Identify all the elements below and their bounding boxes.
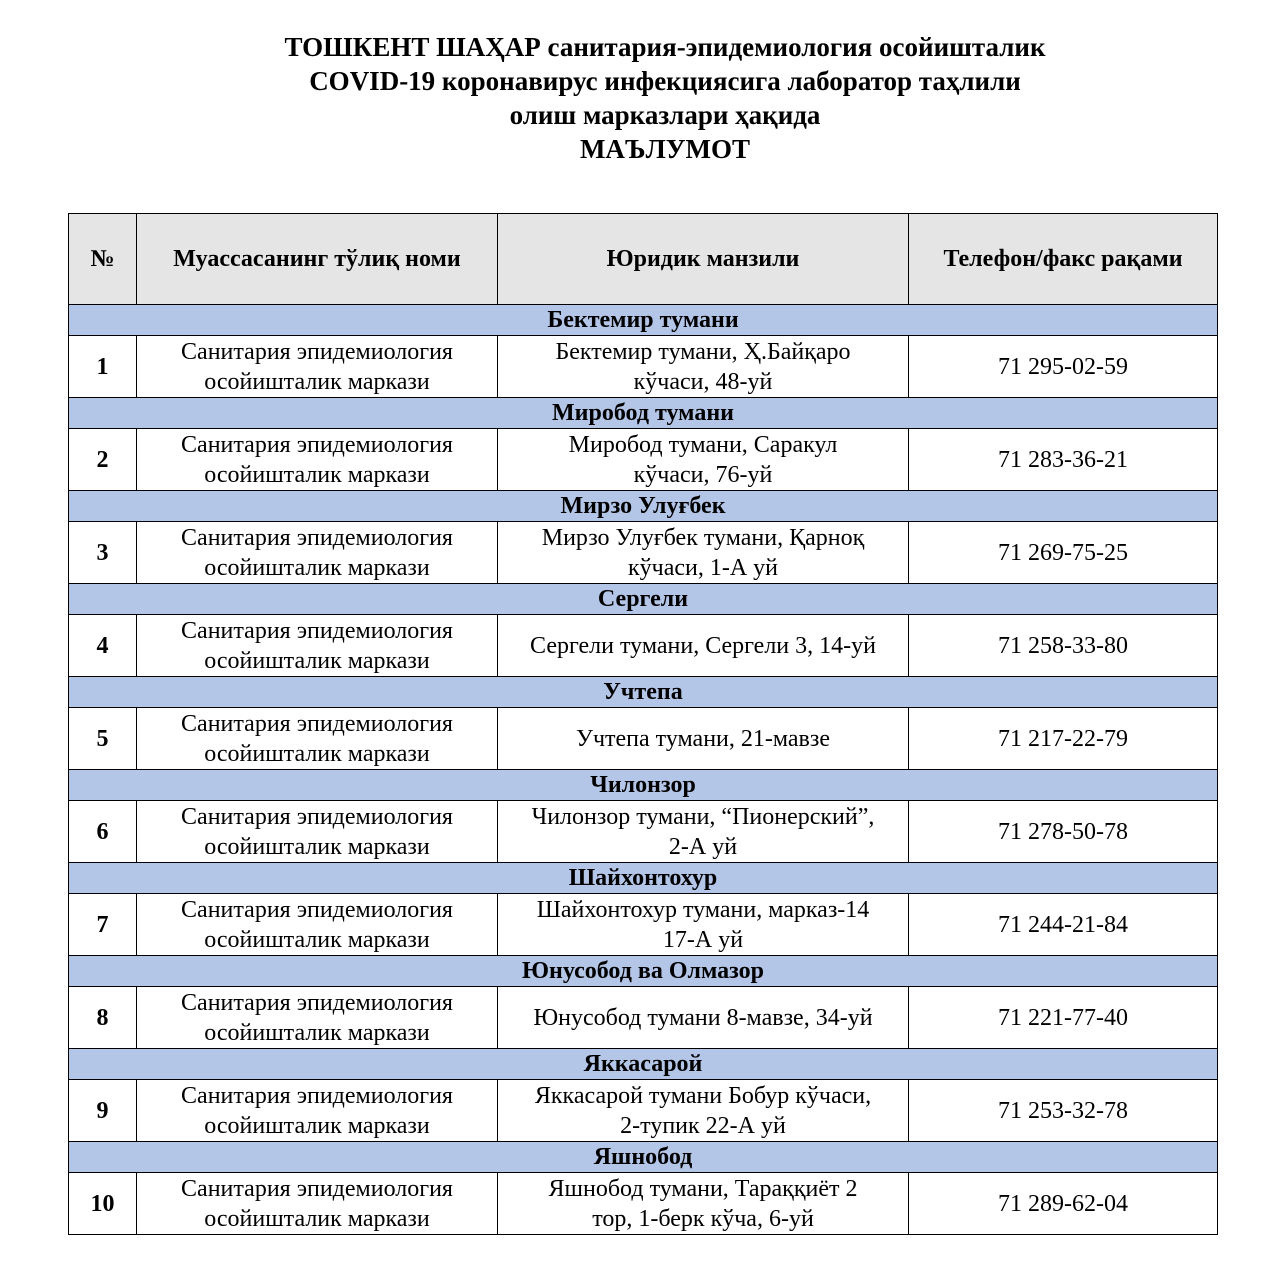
labs-table — [68, 213, 1218, 1235]
district-row — [69, 677, 1218, 708]
table-row — [69, 1173, 1218, 1235]
address-line-1: Мирзо Улуғбек тумани, Қарноқ — [541, 524, 865, 551]
institution-name-cell — [137, 522, 498, 584]
row-number: 7 — [69, 894, 137, 956]
row-number: 4 — [69, 615, 137, 677]
address-line-1: Учтепа тумани, 21-мавзе — [575, 725, 831, 752]
address-cell — [498, 522, 909, 584]
table-header-row — [69, 214, 1218, 305]
phone-cell: 71 269-75-25 — [909, 522, 1218, 584]
table-row — [69, 894, 1218, 956]
row-number: 10 — [69, 1173, 137, 1235]
address-line-1: Миробод тумани, Саракул — [568, 431, 838, 458]
institution-name-line-2: осойишталик маркази — [204, 1019, 430, 1046]
table-row — [69, 522, 1218, 584]
institution-name-cell — [137, 1080, 498, 1142]
title-line-3: олиш марказлари ҳақида — [509, 100, 821, 130]
address-line-1: Шайхонтохур тумани, марказ-14 — [536, 896, 870, 923]
institution-name-line-1: Санитария эпидемиология — [181, 1082, 453, 1109]
address-cell — [498, 615, 909, 677]
address-line-2: кўчаси, 76-уй — [633, 461, 773, 488]
district-name: Юнусобод ва Олмазор — [69, 956, 1218, 987]
phone-cell: 71 253-32-78 — [909, 1080, 1218, 1142]
title-line-2: COVID-19 коронавирус инфекциясига лаборатор таҳлили — [309, 66, 1021, 96]
phone-cell: 71 217-22-79 — [909, 708, 1218, 770]
district-row — [69, 956, 1218, 987]
district-row — [69, 863, 1218, 894]
district-row — [69, 584, 1218, 615]
row-number: 9 — [69, 1080, 137, 1142]
district-name: Учтепа — [69, 677, 1218, 708]
institution-name-line-1: Санитария эпидемиология — [181, 431, 453, 458]
header-name: Муассасанинг тўлиқ номи — [137, 214, 498, 305]
institution-name-cell — [137, 615, 498, 677]
address-line-2: кўчаси, 48-уй — [633, 368, 773, 395]
institution-name-cell — [137, 987, 498, 1049]
address-line-1: Сергели тумани, Сергели 3, 14-уй — [530, 632, 876, 659]
district-name: Миробод тумани — [69, 398, 1218, 429]
institution-name-line-2: осойишталик маркази — [204, 833, 430, 860]
institution-name-cell — [137, 336, 498, 398]
header-address: Юридик манзили — [498, 214, 909, 305]
address-line-2: кўчаси, 1-А уй — [627, 554, 779, 581]
address-cell — [498, 1080, 909, 1142]
address-cell — [498, 801, 909, 863]
institution-name-line-1: Санитария эпидемиология — [181, 617, 453, 644]
document-title — [0, 30, 1273, 166]
institution-name-cell — [137, 894, 498, 956]
row-number: 5 — [69, 708, 137, 770]
address-cell — [498, 429, 909, 491]
row-number: 8 — [69, 987, 137, 1049]
district-name: Бектемир тумани — [69, 305, 1218, 336]
institution-name-cell — [137, 708, 498, 770]
address-line-2: 2-А уй — [668, 833, 738, 860]
district-row — [69, 305, 1218, 336]
table-row — [69, 336, 1218, 398]
address-line-1: Яккасарой тумани Бобур кўчаси, — [534, 1082, 872, 1109]
address-line-1: Чилонзор тумани, “Пионерский”, — [531, 803, 875, 830]
institution-name-line-2: осойишталик маркази — [204, 368, 430, 395]
district-name: Сергели — [69, 584, 1218, 615]
table-row — [69, 1080, 1218, 1142]
address-line-2: тор, 1-берк кўча, 6-уй — [592, 1205, 814, 1232]
district-row — [69, 1142, 1218, 1173]
phone-cell: 71 244-21-84 — [909, 894, 1218, 956]
institution-name-line-1: Санитария эпидемиология — [181, 803, 453, 830]
institution-name-line-1: Санитария эпидемиология — [181, 1175, 453, 1202]
institution-name-line-1: Санитария эпидемиология — [181, 989, 453, 1016]
table-row — [69, 708, 1218, 770]
table-row — [69, 987, 1218, 1049]
institution-name-line-2: осойишталик маркази — [204, 1205, 430, 1232]
table-body — [69, 305, 1218, 1235]
title-line-4: МАЪЛУМОТ — [579, 134, 751, 164]
row-number: 1 — [69, 336, 137, 398]
institution-name-line-2: осойишталик маркази — [204, 461, 430, 488]
phone-cell: 71 283-36-21 — [909, 429, 1218, 491]
table-row — [69, 615, 1218, 677]
district-name: Яшнобод — [69, 1142, 1218, 1173]
district-name: Мирзо Улуғбек — [69, 491, 1218, 522]
institution-name-line-2: осойишталик маркази — [204, 1112, 430, 1139]
address-line-1: Юнусобод тумани 8-мавзе, 34-уй — [533, 1004, 873, 1031]
institution-name-line-1: Санитария эпидемиология — [181, 524, 453, 551]
phone-cell: 71 289-62-04 — [909, 1173, 1218, 1235]
header-phone: Телефон/факс рақами — [909, 214, 1218, 305]
phone-cell: 71 258-33-80 — [909, 615, 1218, 677]
address-cell — [498, 1173, 909, 1235]
district-row — [69, 398, 1218, 429]
institution-name-line-1: Санитария эпидемиология — [181, 896, 453, 923]
row-number: 2 — [69, 429, 137, 491]
district-row — [69, 491, 1218, 522]
phone-cell: 71 295-02-59 — [909, 336, 1218, 398]
row-number: 6 — [69, 801, 137, 863]
institution-name-line-2: осойишталик маркази — [204, 554, 430, 581]
institution-name-cell — [137, 1173, 498, 1235]
institution-name-line-1: Санитария эпидемиология — [181, 338, 453, 365]
address-line-2: 17-А уй — [662, 926, 744, 953]
district-name: Яккасарой — [69, 1049, 1218, 1080]
address-cell — [498, 708, 909, 770]
table-row — [69, 429, 1218, 491]
table-row — [69, 801, 1218, 863]
title-line-1: ТОШКЕНТ ШАҲАР санитария-эпидемиология осойишталик — [284, 32, 1046, 62]
address-line-2: 2-тупик 22-А уй — [620, 1112, 786, 1139]
institution-name-line-2: осойишталик маркази — [204, 647, 430, 674]
header-number: № — [69, 214, 137, 305]
address-line-1: Бектемир тумани, Ҳ.Байқаро — [555, 338, 851, 365]
address-cell — [498, 894, 909, 956]
phone-cell: 71 221-77-40 — [909, 987, 1218, 1049]
institution-name-line-2: осойишталик маркази — [204, 926, 430, 953]
district-name: Шайхонтохур — [69, 863, 1218, 894]
address-line-1: Яшнобод тумани, Тараққиёт 2 — [548, 1175, 858, 1202]
phone-cell: 71 278-50-78 — [909, 801, 1218, 863]
institution-name-cell — [137, 429, 498, 491]
row-number: 3 — [69, 522, 137, 584]
institution-name-line-2: осойишталик маркази — [204, 740, 430, 767]
district-name: Чилонзор — [69, 770, 1218, 801]
address-cell — [498, 336, 909, 398]
address-cell — [498, 987, 909, 1049]
district-row — [69, 770, 1218, 801]
district-row — [69, 1049, 1218, 1080]
institution-name-cell — [137, 801, 498, 863]
institution-name-line-1: Санитария эпидемиология — [181, 710, 453, 737]
